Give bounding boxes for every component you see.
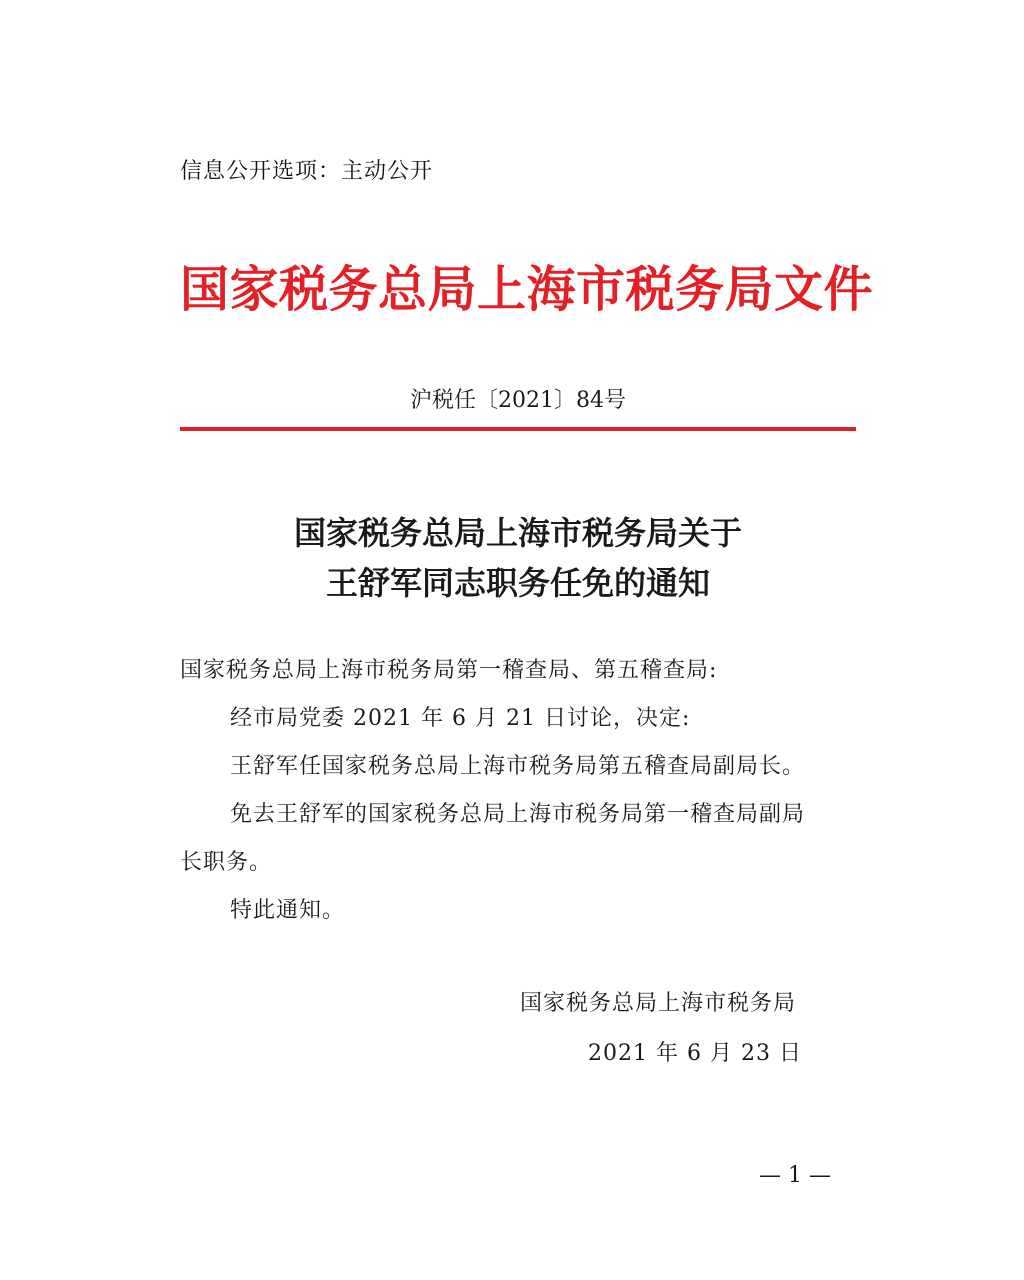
document-number: 沪税任〔2021〕84号: [410, 388, 626, 413]
signing-date: 2021 年 6 月 23 日: [588, 1041, 802, 1066]
removal-paragraph-line-2: 长职务。: [180, 850, 273, 875]
addressee: 国家税务总局上海市税务局第一稽查局、第五稽查局:: [180, 658, 718, 683]
decision-paragraph: 经市局党委 2021 年 6 月 21 日讨论，决定:: [230, 706, 691, 731]
signature-block: [520, 986, 820, 1072]
header-red-rule: [180, 427, 856, 431]
appointment-paragraph: 王舒军任国家税务总局上海市税务局第五稽查局副局长。: [230, 754, 806, 779]
notice-body: [180, 652, 856, 940]
signing-organization: 国家税务总局上海市税务局: [520, 991, 797, 1016]
closing-line: 特此通知。: [230, 898, 346, 923]
disclosure-option: 信息公开选项：主动公开: [180, 159, 434, 184]
removal-paragraph-line-1: 免去王舒军的国家税务总局上海市税务局第一稽查局副局: [230, 802, 806, 827]
issuing-authority-header: 国家税务总局上海市税务局文件: [180, 260, 874, 318]
notice-title-line-2: 王舒军同志职务任免的通知: [325, 564, 710, 602]
page-number: — 1 —: [759, 1163, 831, 1188]
notice-title: [180, 508, 856, 608]
notice-title-line-1: 国家税务总局上海市税务局关于: [293, 514, 742, 552]
